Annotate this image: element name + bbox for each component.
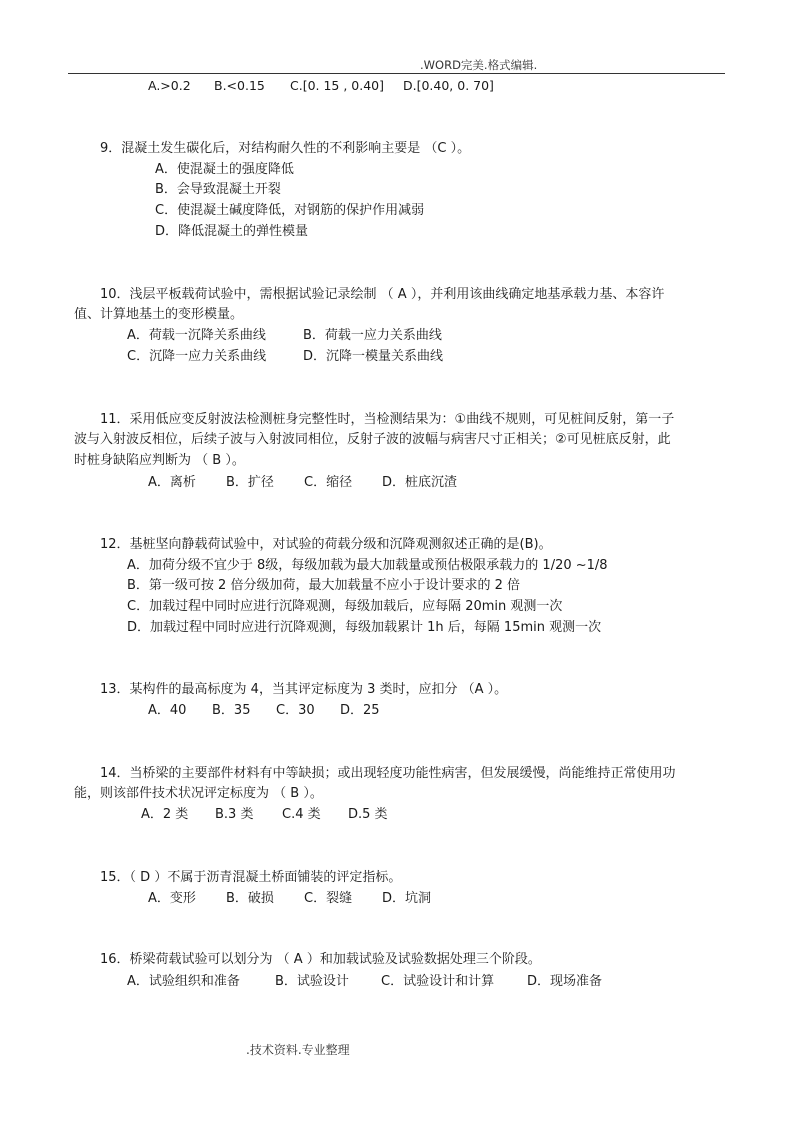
question-10-option-c: C．沉降一应力关系曲线 [127,349,267,364]
question-14-option-b: B.3 类 [215,807,254,822]
question-9-option-b: B．会导致混凝土开裂 [155,182,281,197]
question-15-option-c: C．裂缝 [304,891,353,906]
question-10-option-d: D．沉降一模量关系曲线 [303,349,444,364]
question-10-option-b: B．荷载一应力关系曲线 [303,328,442,343]
question-14-option-a: A．2 类 [141,807,189,822]
question-12-stem: 12．基桩坚向静载荷试验中，对试验的荷载分级和沉降观测叙述正确的是(B)。 [100,537,552,552]
question-11-option-c: C．缩径 [304,475,353,490]
question-13-options-row [148,701,380,721]
question-16-option-b: B．试验设计 [275,974,349,989]
question-12-option-c: C．加载过程中同时应进行沉降观测，每级加载后，应每隔 20min 观测一次 [127,599,563,614]
question-15-option-b: B．破损 [226,891,274,906]
question-13-stem: 13．某构件的最高标度为 4，当其评定标度为 3 类时，应扣分 （A ）。 [100,682,508,697]
question-11-option-a: A．离析 [148,475,196,490]
question-14-option-c: C.4 类 [282,807,321,822]
question-16-option-d: D．现场准备 [527,974,603,989]
question-16-options-row [127,972,602,992]
question-11-stem-line1: 11．采用低应变反射波法检测桩身完整性时，当检测结果为：①曲线不规则，可见桩间反射，第一子 [100,412,675,427]
question-10-option-a: A．荷载一沉降关系曲线 [127,328,266,343]
question-12-option-d: D．加载过程中同时应进行沉降观测，每级加载累计 1h 后，每隔 15min 观测一次 [127,620,602,635]
question-12-option-a: A．加荷分级不宜少于 8级，每级加载为最大加载量或预估极限承载力的 1/20 ~1/8 [127,558,608,573]
question-11-option-d: D．桩底沉渣 [382,475,458,490]
question-16-option-c: C．试验设计和计算 [381,974,495,989]
question-15-option-d: D．坑洞 [382,891,432,906]
question-15-option-a: A．变形 [148,891,196,906]
question-10-stem-line2: 值、计算地基土的变形模量。 [74,307,244,322]
header-rule [68,73,725,74]
option-a: A.>0.2 [148,78,191,93]
top-options-row [148,76,494,96]
question-9-option-c: C．使混凝土碱度降低，对钢筋的保护作用减弱 [155,203,425,218]
question-12-option-b: B．第一级可按 2 倍分级加荷，最大加载量不应小于设计要求的 2 倍 [127,578,520,593]
question-13-option-c: C．30 [276,703,315,718]
question-10-stem-line1: 10．浅层平板载荷试验中，需根据试验记录绘制 （ A ），并利用该曲线确定地基承载力基、本容许 [100,287,665,302]
question-11-option-b: B．扩径 [226,475,274,490]
question-14-stem-line1: 14．当桥梁的主要部件材料有中等缺损；或出现轻度功能性病害，但发展缓慢，尚能维持正常使用功 [100,766,676,781]
question-9-stem: 9．混凝土发生碳化后，对结构耐久性的不利影响主要是 （C ）。 [100,141,471,156]
option-d: D.[0.40, 0. 70] [403,78,494,93]
question-16-option-a: A．试验组织和准备 [127,974,240,989]
question-9-option-a: A．使混凝土的强度降低 [155,162,294,177]
page-footer: .技术资料.专业整理 [246,1043,350,1057]
question-11-stem-line2: 波与入射波反相位，后续子波与入射波同相位，反射子波的波幅与病害尺寸正相关；②可见桩底反射，此 [74,432,671,447]
question-9-option-d: D．降低混凝土的弹性模量 [155,224,309,239]
question-13-option-b: B．35 [212,703,251,718]
question-13-option-a: A．40 [148,703,187,718]
question-11-stem-line3: 时桩身缺陷应判断为 （ B ）。 [74,453,245,468]
question-14-options-row [141,805,388,825]
page-header: .WORD完美.格式编辑. [420,58,538,72]
question-10-options-row-2 [127,347,443,367]
question-15-stem: 15．（ D ）不属于沥青混凝土桥面铺装的评定指标。 [100,870,402,885]
question-13-option-d: D．25 [340,703,380,718]
question-11-options-row [148,473,457,493]
question-10-options-row-1 [127,326,442,346]
option-c: C.[0. 15 , 0.40] [290,78,385,93]
question-14-stem-line2: 能，则该部件技术状况评定标度为 （ B ）。 [74,786,323,801]
question-15-options-row [148,889,431,909]
option-b: B.<0.15 [214,78,265,93]
question-16-stem: 16．桥梁荷载试验可以划分为 （ A ）和加载试验及试验数据处理三个阶段。 [100,952,541,967]
question-14-option-d: D.5 类 [348,807,388,822]
